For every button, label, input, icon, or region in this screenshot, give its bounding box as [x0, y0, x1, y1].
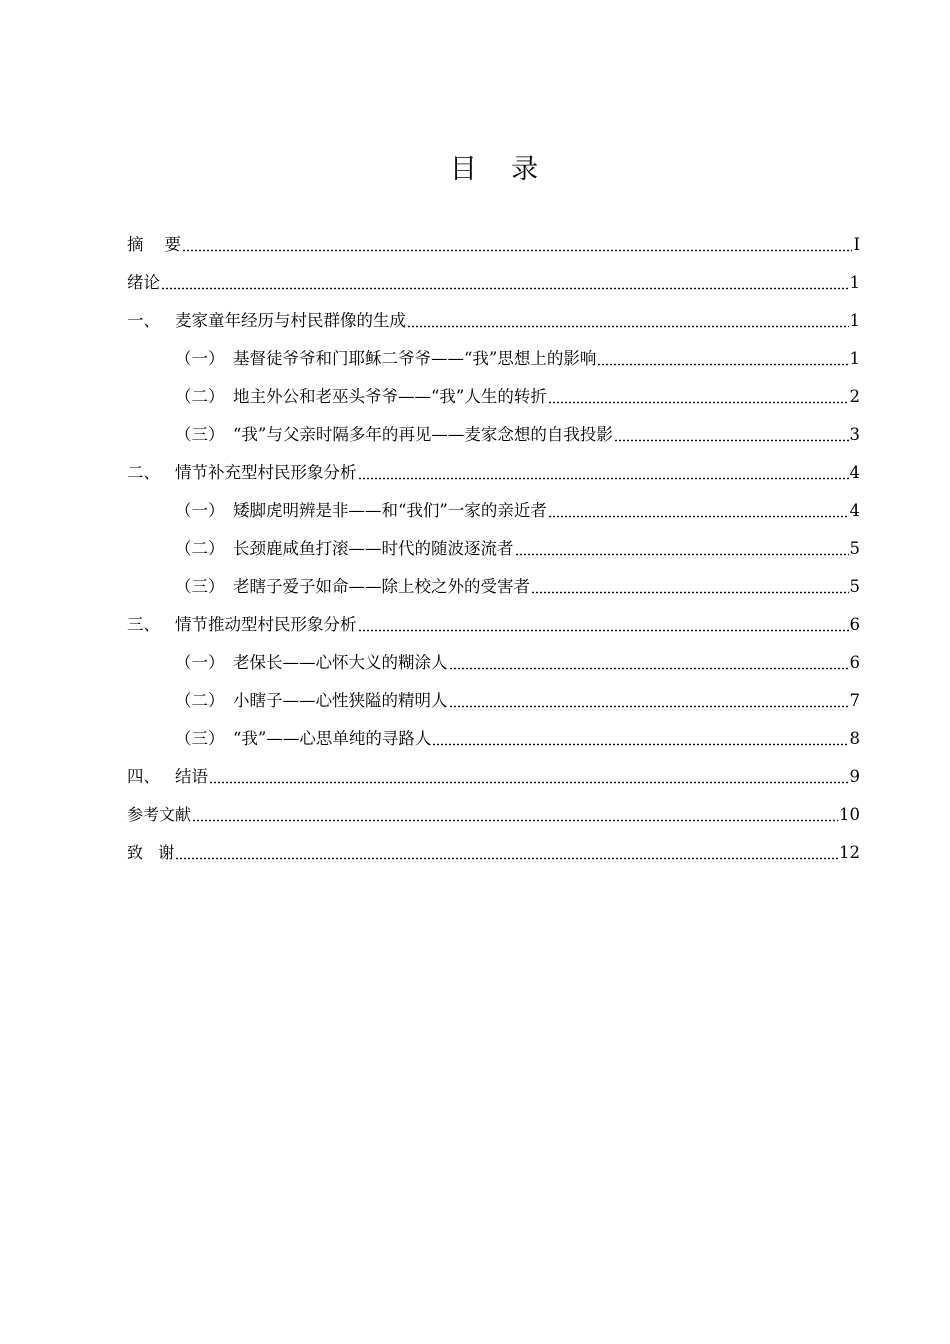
toc-entry-page: 4: [849, 501, 860, 520]
toc-entry-page: 7: [849, 691, 860, 710]
toc-entry-section-2-1[interactable]: [175, 484, 860, 522]
toc-entry-chapter-3[interactable]: [127, 598, 860, 636]
toc-entry-section-1-2[interactable]: [175, 370, 860, 408]
toc-entry-section-3-3[interactable]: [175, 712, 860, 750]
toc-dot-leader: [432, 740, 848, 746]
toc-entry-number: 一、: [127, 311, 160, 330]
toc-entry-number: 二、: [127, 463, 160, 482]
toc-entry-page: 5: [849, 577, 860, 596]
toc-dot-leader: [449, 702, 849, 708]
toc-entry-label: 矮脚虎明辨是非——和“我们”一家的亲近者: [233, 501, 547, 520]
toc-entry-label: 长颈鹿咸鱼打滚——时代的随波逐流者: [233, 539, 514, 558]
toc-entry-page: 10: [839, 805, 860, 824]
toc-dot-leader: [548, 512, 849, 518]
toc-dot-leader: [209, 778, 849, 784]
toc-dot-leader: [161, 284, 849, 290]
toc-entry-abstract[interactable]: [127, 218, 860, 256]
toc-entry-page: 6: [849, 615, 860, 634]
toc-entry-section-1-3[interactable]: [175, 408, 860, 446]
toc-entry-page: 5: [849, 539, 860, 558]
toc-entry-page: 9: [849, 767, 860, 786]
toc-dot-leader: [407, 322, 849, 328]
toc-entry-acknowledgements[interactable]: [127, 826, 860, 864]
toc-entry-label: 老瞎子爱子如命——除上校之外的受害者: [233, 577, 530, 596]
toc-dot-leader: [597, 360, 848, 366]
toc-entry-page: 8: [849, 729, 860, 748]
toc-entry-section-3-2[interactable]: [175, 674, 860, 712]
toc-dot-leader: [614, 436, 849, 442]
toc-entry-label: 老保长——心怀大义的糊涂人: [233, 653, 448, 672]
toc-entry-section-2-3[interactable]: [175, 560, 860, 598]
toc-entry-label: 地主外公和老巫头爷爷——“我”人生的转折: [233, 387, 547, 406]
toc-entry-label: 麦家童年经历与村民群像的生成: [175, 311, 406, 330]
toc-entry-number: （三）: [175, 425, 225, 444]
toc-entry-number: （一）: [175, 653, 225, 672]
toc-entry-label: 致 谢: [127, 843, 175, 862]
toc-entry-label: “我”与父亲时隔多年的再见——麦家念想的自我投影: [233, 425, 613, 444]
toc-entry-number: （二）: [175, 539, 225, 558]
toc-entry-chapter-2[interactable]: [127, 446, 860, 484]
toc-entry-page: 1: [849, 349, 860, 368]
toc-dot-leader: [515, 550, 849, 556]
toc-dot-leader: [531, 588, 849, 594]
toc-entry-label: 小瞎子——心性狭隘的精明人: [233, 691, 448, 710]
toc-entry-section-3-1[interactable]: [175, 636, 860, 674]
toc-entry-label: 参考文献: [127, 805, 192, 824]
toc-entry-number: 四、: [127, 767, 160, 786]
toc-dot-leader: [358, 626, 849, 632]
toc-entry-label: 结语: [175, 767, 208, 786]
toc-entry-section-2-2[interactable]: [175, 522, 860, 560]
toc-entry-introduction[interactable]: [127, 256, 860, 294]
toc-entry-label: 情节推动型村民形象分析: [175, 615, 357, 634]
toc-entry-page: 12: [839, 843, 860, 862]
toc-entry-page: 1: [849, 311, 860, 330]
toc-entry-section-1-1[interactable]: [175, 332, 860, 370]
toc-entry-number: （三）: [175, 729, 225, 748]
toc-dot-leader: [182, 246, 852, 252]
toc-title: 目 录: [449, 154, 539, 185]
toc-entry-number: （三）: [175, 577, 225, 596]
toc-entry-label: 基督徒爷爷和门耶稣二爷爷——“我”思想上的影响: [233, 349, 597, 368]
toc-entry-page: I: [853, 235, 860, 254]
toc-dot-leader: [449, 664, 849, 670]
toc-entry-page: 6: [849, 653, 860, 672]
toc-entry-page: 3: [849, 425, 860, 444]
toc-entry-number: （一）: [175, 349, 225, 368]
toc-entry-label: 绪论: [127, 273, 160, 292]
toc-entry-references[interactable]: [127, 788, 860, 826]
toc-dot-leader: [175, 854, 838, 860]
toc-entry-chapter-1[interactable]: [127, 294, 860, 332]
toc-entry-label: “我”——心思单纯的寻路人: [233, 729, 432, 748]
toc-dot-leader: [192, 816, 838, 822]
toc-entry-label: 情节补充型村民形象分析: [175, 463, 357, 482]
toc-dot-leader: [358, 474, 849, 480]
toc-entry-number: 三、: [127, 615, 160, 634]
toc-entry-number: （二）: [175, 691, 225, 710]
toc-dot-leader: [548, 398, 849, 404]
toc-entry-page: 2: [849, 387, 860, 406]
toc-entry-number: （二）: [175, 387, 225, 406]
toc-entry-page: 4: [849, 463, 860, 482]
toc-entry-label: 摘 要: [127, 235, 181, 254]
toc-entry-page: 1: [849, 273, 860, 292]
toc-entry-number: （一）: [175, 501, 225, 520]
toc-entry-chapter-4[interactable]: [127, 750, 860, 788]
